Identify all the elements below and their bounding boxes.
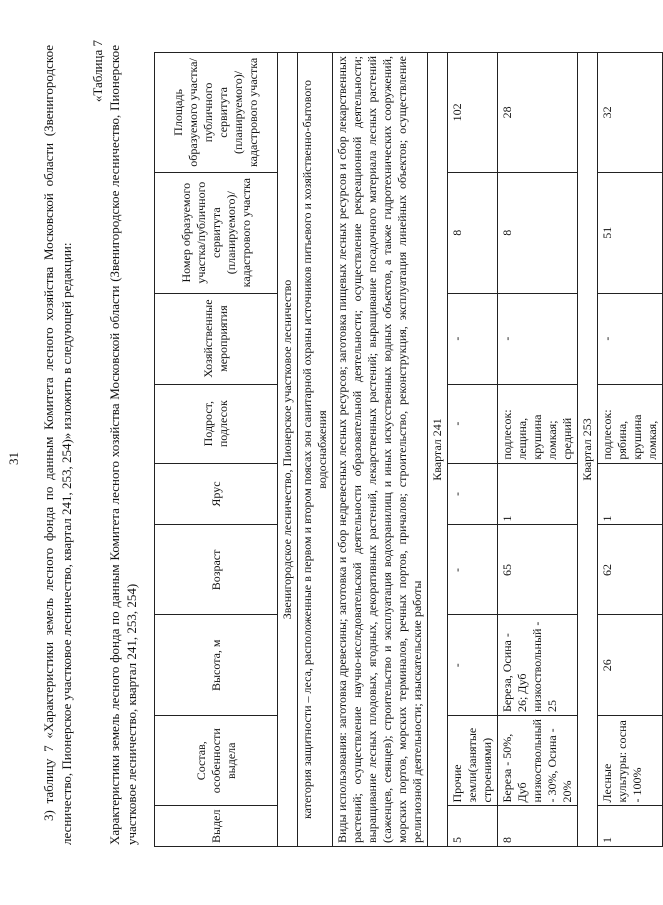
- header-podrost: Подрост, подлесок: [155, 384, 278, 463]
- cell-area: 32: [598, 53, 663, 173]
- cell-area: 28: [498, 53, 578, 173]
- cell-age: -: [448, 525, 498, 615]
- cell-vydel: 8: [498, 806, 578, 847]
- category-text: категория защитности – леса, расположенные в первом и втором поясах зон санитарной охраны источников питьевого и хозяйственно-бытового водоснабжения: [298, 53, 333, 847]
- cell-age: 62: [598, 525, 663, 615]
- cell-tier: 1: [598, 463, 663, 525]
- table-caption: Характеристики земель лесного фонда по данным Комитета лесного хозяйства Московской области (Звенигородское лесничество, Пионерское участковое лесничество, квартал 241, 253, 254): [107, 45, 139, 845]
- quarter-label: Квартал 253: [578, 53, 598, 847]
- table-row: [598, 53, 663, 847]
- cell-sostav: Береза - 50%, Дуб низкоствольный - 30%, Осина - 20%: [498, 716, 578, 806]
- quarter-label: Квартал 241: [428, 53, 448, 847]
- usage-text: Виды использования: заготовка древесины; заготовка и сбор недревесных лесных ресурсов; заготовка пищевых лесных ресурсов и сбор лекарственных растений; осуществление научно-исследовательской деятельности образовательной деятельности; осуществление рекреационной деятельности; выращивание лесных плодовых, ягодных, декоративных растений, лекарственных растений; выращивание посадочного материала лесных растений (саженцев, сеянцев); строительство и эксплуатация водохранилищ и иных искусственных водных объектов, а также гидротехнических сооружений, морских портов, морских терминалов, речных портов, причалов; строительство, реконструкция, эксплуатация линейных объектов; осуществление религиозной деятельности; изыскательские работы: [333, 53, 428, 847]
- table-label: «Таблица 7: [90, 40, 105, 103]
- cell-number: 51: [598, 172, 663, 293]
- cell-podrost: -: [448, 384, 498, 463]
- cell-podrost: подлесок: лещина, крушина ломкая; средний: [498, 384, 578, 463]
- cell-podrost: подлесок: рябина, крушина ломкая,: [598, 384, 663, 463]
- cell-age: 65: [498, 525, 578, 615]
- quarter-row: [428, 53, 448, 847]
- header-number: Номер образуемого участка/публичного сервитута (планируемого)/кадастрового участка: [155, 172, 278, 293]
- cell-measures: -: [598, 293, 663, 384]
- cell-sostav: Прочие земли(занятые строениями): [448, 716, 498, 806]
- cell-height: -: [448, 615, 498, 716]
- category-row: [298, 53, 333, 847]
- cell-tier: 1: [498, 463, 578, 525]
- header-tier: Ярус: [155, 463, 278, 525]
- header-age: Возраст: [155, 525, 278, 615]
- forest-table: [154, 52, 663, 847]
- usage-row: [333, 53, 428, 847]
- cell-measures: -: [498, 293, 578, 384]
- quarter-row: [578, 53, 598, 847]
- header-area: Площадь образуемого участка/публичного сервитута (планируемого)/кадастрового участка: [155, 53, 278, 173]
- header-measures: Хозяйственные мероприятия: [155, 293, 278, 384]
- cell-number: 8: [498, 172, 578, 293]
- page-number: 31: [6, 452, 21, 465]
- cell-height: Береза, Осина - 26; Дуб низкоствольный - 25: [498, 615, 578, 716]
- cell-vydel: 1: [598, 806, 663, 847]
- cell-measures: -: [448, 293, 498, 384]
- cell-tier: -: [448, 463, 498, 525]
- header-vydel: Выдел: [155, 806, 278, 847]
- cell-area: 102: [448, 53, 498, 173]
- intro-paragraph: 3) таблицу 7 «Характеристики земель лесного фонда по данным Комитета лесного хозяйства Московской области (Звенигородское лесничество, Пионерское участковое лесничество, квартал 241, 253, 254)» изложить в следующей редакции:: [41, 45, 74, 845]
- section-row: [278, 53, 298, 847]
- cell-sostav: Лесные культуры: сосна - 100%: [598, 716, 663, 806]
- table-header-row: [155, 53, 278, 847]
- header-sostav: Состав, особенности выдела: [155, 716, 278, 806]
- cell-number: 8: [448, 172, 498, 293]
- table-row: [448, 53, 498, 847]
- cell-height: 26: [598, 615, 663, 716]
- cell-vydel: 5: [448, 806, 498, 847]
- table-row: [498, 53, 578, 847]
- header-height: Высота, м: [155, 615, 278, 716]
- section-title: Звенигородское лесничество, Пионерское участковое лесничество: [278, 53, 298, 847]
